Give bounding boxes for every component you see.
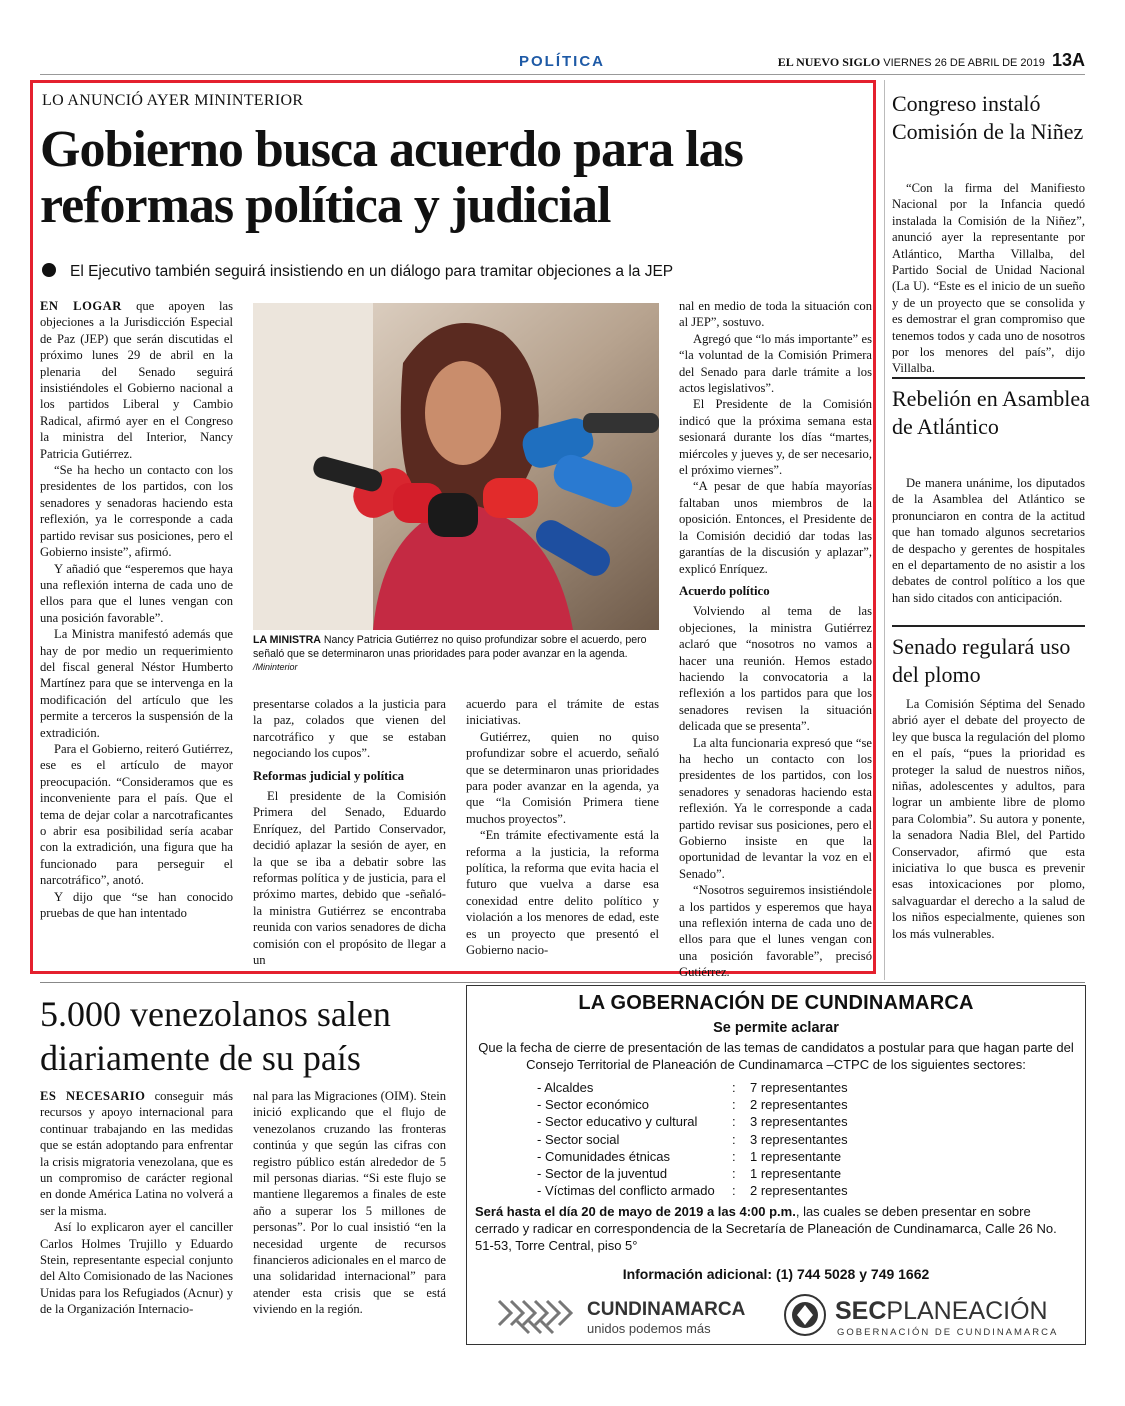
separator: :: [732, 1080, 736, 1095]
paragraph: De manera unánime, los diputados de la Asamblea del Atlántico se pronunciaron en contra de la actitud que han tomado algunos secretarios de despacho y gerentes de hospitales en el departamento de no asistir a los debates de control político a los que han sido citados con anticipación.: [892, 476, 1085, 605]
sector-row: [537, 1165, 848, 1182]
sidebar-headline: Senado regulará uso del plomo: [892, 634, 1071, 687]
deck-text: El Ejecutivo también seguirá insistiendo en un diálogo para tramitar objeciones a la JEP: [70, 263, 674, 280]
secplaneacion-logo: [783, 1291, 1073, 1339]
issue-date: VIERNES 26 DE ABRIL DE 2019: [883, 57, 1045, 69]
paragraph: “Con la firma del Manifiesto Nacional por la Infancia quedó instalada la Comisión de la Niñez”, anunció ayer la representante por Atlántico, Martha Villalba, del Partido Social de Unidad Nacional (La U). “Este es el inicio de un sueño y de un proyecto que se consolida y es demostrar el gran compromiso que tenemos todos y cada uno de nosotros por los menores del país”, dijo Villalba.: [892, 181, 1085, 376]
ad-subtitle: Se permite aclarar: [713, 1020, 839, 1036]
ad-deadline-note: [475, 1203, 1077, 1254]
lead-word: ES NECESARIO: [40, 1089, 146, 1103]
paragraph: acuerdo para el trámite de estas iniciativas.: [466, 697, 659, 728]
sector-name: - Sector económico: [537, 1097, 649, 1113]
government-notice-ad: [466, 985, 1086, 1345]
paragraph: “Nosotros seguiremos insistiéndole a los partidos y esperemos que haya una reflexión interna de cada uno de ellos para que el lunes vengan con una posición favorable”, precisó Gutiérrez.: [679, 883, 872, 980]
article-kicker: LO ANUNCIÓ AYER MININTERIOR: [42, 92, 304, 109]
sector-name: - Víctimas del conflicto armado: [537, 1183, 715, 1199]
sector-count: 1 representante: [750, 1148, 842, 1164]
logo2-name-a: SEC: [835, 1297, 887, 1325]
logo2-tag: GOBERNACIÓN DE CUNDINAMARCA: [837, 1327, 1059, 1338]
subhead: Acuerdo político: [679, 583, 770, 598]
separator: :: [732, 1166, 736, 1182]
paragraph: “A pesar de que había mayorías faltaban unos miembros de la oposición. Entonces, el Presidente de la Comisión decidió dar todas las garantías de la discusión y aplazar”, explicó Enríquez.: [679, 479, 872, 576]
paragraph: presentarse colados a la justicia para la paz, colados que vienen del narcotráfico y que se estaban negociando los cupos”.: [253, 697, 446, 761]
photo-caption: [253, 634, 659, 675]
sidebar-rule: [892, 377, 1085, 379]
sidebar-rule: [892, 625, 1085, 627]
separator: :: [732, 1183, 736, 1199]
caption-credit: /Mininterior: [253, 662, 298, 672]
minister-photo: [253, 303, 659, 630]
deadline-rest: , las cuales se deben presentar en sobre cerrado y radicar en correspondencia de la Secretaría de Planeación de Cundinamarca, Calle 26 No. 51-53, Torre Central, piso 5°: [475, 1204, 1057, 1253]
paragraph: conseguir más recursos y apoyo internacional para continuar trabajando en las medidas que se están adoptando para enfrentar la crisis migratoria venezolana, que es un compromiso de carácter regional en donde América Latina no volverá a ser la misma.: [40, 1089, 233, 1218]
article-column-1: [40, 298, 233, 921]
ad-title: LA GOBERNACIÓN DE CUNDINAMARCA: [578, 992, 974, 1014]
newspaper-name: EL NUEVO SIGLO: [777, 55, 881, 69]
column-divider: [884, 80, 885, 980]
separator: :: [732, 1097, 736, 1113]
ad-contact-info: Información adicional: (1) 744 5028 y 749 1662: [622, 1266, 930, 1282]
cundinamarca-logo-icon: [495, 1291, 746, 1339]
separator: :: [732, 1114, 736, 1130]
paragraph: El presidente de la Comisión Primera del Senado, Eduardo Enríquez, del Partido Conservador, decidió aplazar la sesión de ayer, en la que se iba a debatir sobre las reformas política y de justicia, para el próximo martes, debido que -señaló- la ministra Gutiérrez se encontraba reunida con varios senadores de dicha comisión con el propósito de llegar a un: [253, 789, 446, 968]
paragraph: El Presidente de la Comisión indicó que la próxima semana esta sesionará durante los días “martes, miércoles y jueves y, de ser necesario, el próximo viernes”.: [679, 397, 872, 478]
article-column-2: [253, 696, 446, 969]
header-rule: [40, 74, 1085, 75]
sector-row: [537, 1096, 848, 1113]
paragraph: “En trámite efectivamente está la reforma a la justicia, la reforma política, la reforma que evita hacia el futuro que vuelva a darse esa conexidad entre delito político y violación a los menores de edad, este es un proyecto que presentó el Gobierno nacio-: [466, 828, 659, 958]
paragraph: Y añadió que “esperemos que haya una reflexión interna de cada uno de ellos para que el lunes vengan con una posición favorable”.: [40, 561, 233, 625]
paragraph: Para el Gobierno, reiteró Gutiérrez, ese es el artículo de mayor preocupación. “Consideramos que es inconveniente para el país. Que el tema de dejar colar a narcotraficantes o abrir esa posibilidad sería acabar con la extradición, una figura que ha funcionado para perseguir el narcotráfico”, anotó.: [40, 741, 233, 888]
svg-text:SECPLANEACIÓN: [835, 1296, 1048, 1325]
logo2-name-b: PLANEACIÓN: [886, 1297, 1048, 1325]
separator: :: [732, 1148, 736, 1164]
section-label: POLÍTICA: [519, 53, 605, 70]
photo-illustration: [253, 303, 659, 630]
sector-name: - Sector social: [537, 1131, 620, 1147]
sidebar-headline: Rebelión en Asamblea de Atlántico: [892, 386, 1090, 439]
sector-row: [537, 1131, 848, 1148]
sidebar-body: [892, 696, 1085, 942]
sector-count: 3 representantes: [750, 1114, 848, 1130]
article-headline: Gobierno busca acuerdo para las reformas política y judicial: [40, 121, 743, 234]
sector-row: [537, 1113, 848, 1130]
sector-row: [537, 1079, 848, 1096]
paragraph: nal en medio de toda la situación con al JEP”, sostuvo.: [679, 299, 872, 330]
subhead: Reformas judicial y política: [253, 768, 405, 783]
article-deck: [42, 263, 862, 281]
logo1-name: CUNDINAMARCA: [587, 1299, 746, 1320]
paragraph: La Ministra manifestó además que hay de por medio un requerimiento del fiscal general Néstor Humberto Martínez para que se intervenga en la modificación del artículo que les permite a terceros la suspensión de la extradición.: [40, 627, 233, 740]
paragraph: Y dijo que “se han conocido pruebas de que han intentado: [40, 889, 233, 921]
bottom-column-2: [253, 1088, 446, 1318]
caption-lead: LA MINISTRA: [253, 634, 321, 646]
sector-count: 2 representantes: [750, 1097, 848, 1113]
bottom-article-headline: 5.000 venezolanos salen diariamente de su país: [40, 994, 391, 1078]
ad-intro: Que la fecha de cierre de presentación de las temas de candidatos a postular para que hagan parte del Consejo Territorial de Planeación de Cundinamarca –CTPC de los siguientes sectores:: [478, 1040, 1074, 1072]
secplaneacion-seal-icon: [783, 1291, 1073, 1339]
sector-count: 3 representantes: [750, 1131, 848, 1147]
sector-name: - Comunidades étnicas: [537, 1148, 670, 1164]
sector-count: 1 representante: [750, 1166, 842, 1182]
paragraph: La Comisión Séptima del Senado abrió ayer el debate del proyecto de ley que busca la regulación del plomo en el país, “pues la prioridad es proteger la salud de nuestros niños, niñas, adolescentes y adultos, para lograr un ambiente libre de plomo para Colombia”. Su autora y ponente, la senadora Nadia Blel, del Partido Conservador, afirmó que esta iniciativa lo que busca es prevenir esas intoxicaciones por plomo, salvaguardar el derecho a la salud de los niños especialmente, quienes son los más vulnerables.: [892, 697, 1085, 941]
sidebar-body: [892, 180, 1085, 377]
page-number: 13A: [1051, 50, 1085, 70]
caption-text: Nancy Patricia Gutiérrez no quiso profundizar sobre el acuerdo, pero señaló que se determinaron unas prioridades para poder avanzar en la agenda.: [253, 634, 647, 660]
sector-count: 7 representantes: [750, 1080, 848, 1095]
sector-table: [537, 1079, 848, 1199]
article-column-3: [466, 696, 659, 959]
sector-name: - Alcaldes: [537, 1080, 594, 1095]
page-header-info: [778, 50, 1085, 71]
sector-row: [537, 1182, 848, 1199]
paragraph: que apoyen las objeciones a la Jurisdicción Especial de Paz (JEP) que serán discutidas el próximo lunes 29 de abril en la plenaria del Senado seguirá insistiéndoles el Gobierno nacional a los partidos Liberal y Cambio Radical, afirmó ayer en el Congreso la ministra del Interior, Nancy Patricia Gutiérrez.: [40, 299, 234, 461]
paragraph: nal para las Migraciones (OIM). Stein inició explicando que el flujo de venezolanos cruzando las fronteras continúa y que según las cifras con registro público están alrededor de 5 mil personas diarias. “Si este flujo se mantiene llegaremos a finales de este año a superar los 5 millones de personas”. Por lo cual insistió “en la necesidad urgente de recursos financieros adicionales en el marco de una solidaridad internacional” para atender esta crisis que se está viviendo en la región.: [253, 1089, 446, 1317]
separator: :: [732, 1131, 736, 1147]
sidebar-headline: Congreso instaló Comisión de la Niñez: [892, 91, 1084, 144]
paragraph: Volviendo al tema de las objeciones, la ministra Gutiérrez aclaró que “nosotros no vamos a hacer una reunión. Hemos estado haciendo la convocatoria a la reflexión a los partidos para que los senadores revisen la situación delicada que se presenta”.: [679, 604, 872, 734]
paragraph: Así lo explicaron ayer el canciller Carlos Holmes Trujillo y Eduardo Stein, representante especial conjunto del Alto Comisionado de las Naciones Unidas para los Refugiados (Acnur) y de la Organización Internacio-: [40, 1220, 233, 1317]
sector-name: - Sector de la juventud: [537, 1166, 668, 1182]
paragraph: Agregó que “lo más importante” es “la voluntad de la Comisión Primera del Senado para darle trámite a los actos legislativos”.: [679, 331, 872, 396]
lead-word: EN LOGAR: [40, 299, 122, 313]
cundinamarca-logo: [495, 1291, 746, 1339]
bottom-column-1: [40, 1088, 233, 1318]
sector-name: - Sector educativo y cultural: [537, 1114, 698, 1130]
article-column-4: [679, 298, 872, 981]
sector-count: 2 representantes: [750, 1183, 848, 1199]
paragraph: Gutiérrez, quien no quiso profundizar sobre el acuerdo, señaló que se determinaron unas prioridades para poder avanzar en la agenda, ya que “la Comisión Primera tiene muchos proyectos”.: [466, 729, 659, 826]
logo1-tag: unidos podemos más: [587, 1321, 711, 1336]
paragraph: “Se ha hecho un contacto con los presidentes de los partidos, con los senadores y senadoras haciendo esta reflexión, ya le corresponde a cada partido revisar sus posiciones, pero el Gobierno insiste”, afirmó.: [40, 463, 233, 560]
section-divider: [40, 982, 1085, 983]
sidebar-body: [892, 475, 1085, 606]
sector-row: [537, 1148, 848, 1165]
deadline-bold: Será hasta el día 20 de mayo de 2019 a las 4:00 p.m.: [475, 1204, 796, 1219]
paragraph: La alta funcionaria expresó que “se ha hecho un contacto con los presidentes de los partidos, con los senadores y senadoras haciendo esta reflexión. Ya le corresponde a cada partido revisar sus posiciones, pero el Gobierno insiste en que la oportunidad de levantar la voz en el Senado”.: [679, 735, 872, 881]
bullet-icon: [42, 263, 56, 277]
